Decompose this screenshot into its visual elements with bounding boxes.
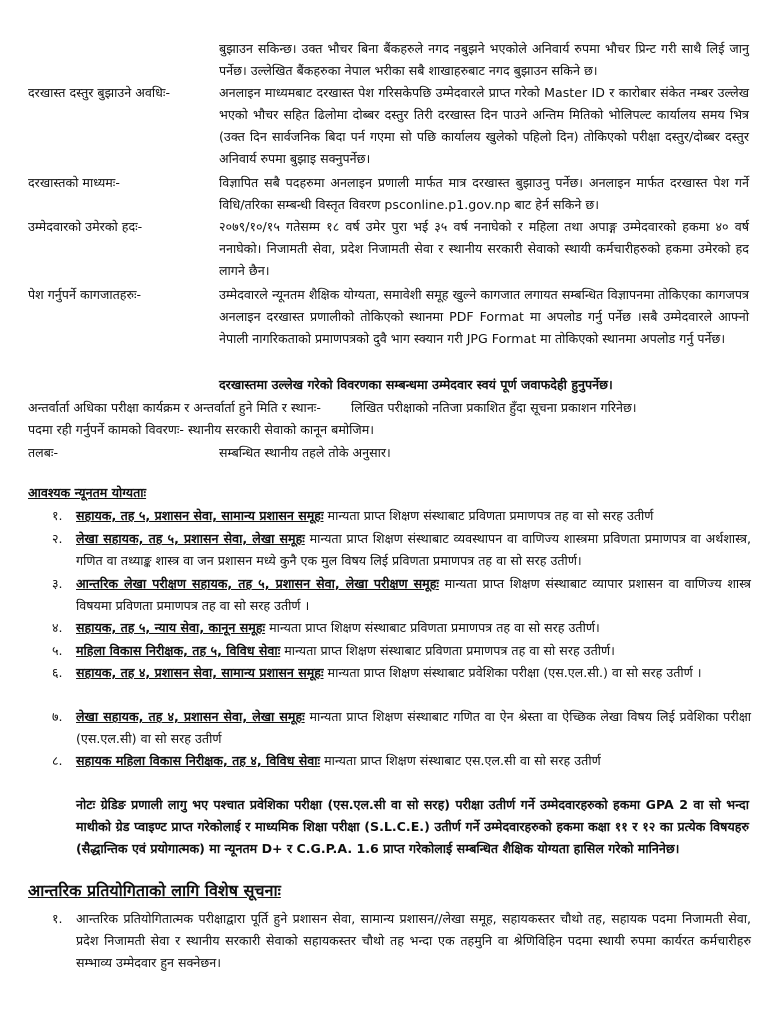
item-title: महिला विकास निरीक्षक, तह ५, विविध सेवाः bbox=[76, 643, 281, 658]
field-value: स्थानीय सरकारी सेवाको कानून बमोजिम। bbox=[188, 422, 375, 437]
field-label: पदमा रही गर्नुपर्ने कामको विवरणः- bbox=[28, 422, 184, 437]
item-text: मान्यता प्राप्त शिक्षण संस्थाबाट गणित वा ऐन श्रेस्ता वा ऐच्छिक लेखा विषय लिई प्रवेशिका परीक्षा (एस.एल.सी) वा सो सरह उतीर्ण bbox=[76, 709, 751, 746]
item-text: मान्यता प्राप्त शिक्षण संस्थाबाट प्रविणता प्रमाणपत्र तह वा सो सरह उतीर्ण। bbox=[269, 620, 600, 635]
grading-note: नोटः ग्रेडिङ प्रणाली लागु भए पश्चात प्रवेशिका परीक्षा (एस.एल.सी वा सो सरह) परीक्षा उतीर्ण गर्ने उम्मेदवारहरुको हकमा GPA 2 वा सो भन्दा माथीको ग्रेड प्वाइण्ट प्राप्त गरेकोलाई र माध्यमिक शिक्षा परीक्षा (S.L.C.E.) उतीर्ण गर्ने उम्मेदवारहरुको हकमा कक्षा ११ र १२ का प्रत्येक विषयहरु (सैद्धान्तिक एवं प्रयोगात्मक) मा न्यूनतम D+ र C.G.P.A. 1.6 प्राप्त गरेकोलाई सम्बन्धित शैक्षिक योग्यता हासिल गरेको मानिनेछ। bbox=[76, 797, 749, 856]
item-text: मान्यता प्राप्त शिक्षण संस्थाबाट प्रवेशिका परीक्षा (एस.एल.सी.) वा सो सरह उतीर्ण । bbox=[327, 665, 702, 680]
declaration-text: दरखास्तमा उल्लेख गरेको विवरणका सम्बन्धमा उम्मेदवार स्वयं पूर्ण जवाफदेही हुनुपर्नेछ। bbox=[219, 377, 613, 392]
field-label: दरखास्तको माध्यमः- bbox=[28, 175, 120, 190]
item-title: सहायक महिला विकास निरीक्षक, तह ४, विविध सेवाः bbox=[76, 753, 321, 768]
item-text: मान्यता प्राप्त शिक्षण संस्थाबाट प्रविणता प्रमाणपत्र तह वा सो सरह उतीर्ण bbox=[327, 508, 654, 523]
item-text: मान्यता प्राप्त शिक्षण संस्थाबाट एस.एल.सी वा सो सरह उतीर्ण bbox=[324, 753, 601, 768]
field-duties bbox=[28, 419, 750, 441]
item-text: मान्यता प्राप्त शिक्षण संस्थाबाट प्रविणता प्रमाणपत्र तह वा सो सरह उतीर्ण। bbox=[284, 643, 615, 658]
qualifications-heading: आवश्यक न्यूनतम योग्यताः bbox=[28, 485, 147, 500]
item-title: सहायक, तह ५, न्याय सेवा, कानून समूहः bbox=[76, 620, 266, 635]
item-number: १. bbox=[52, 911, 63, 926]
item-number: ६. bbox=[52, 665, 63, 680]
item-title: सहायक, तह ५, प्रशासन सेवा, सामान्य प्रशासन समूहः bbox=[76, 508, 324, 523]
intro-paragraph: बुझाउन सकिन्छ। उक्त भौचर बिना बैंकहरुले नगद नबुझने भएकोले अनिवार्य रुपमा भौचर प्रिन्ट गरी साथै लिई जानु पर्नेछ। उल्लेखित बैंकहरुका नेपाल भरीका सबै शाखाहरुबाट नगद बुझाउन सकिने छ। bbox=[219, 41, 749, 78]
field-label: दरखास्त दस्तुर बुझाउने अवधिः- bbox=[28, 85, 170, 100]
field-value: सम्बन्धित स्थानीय तहले तोके अनुसार। bbox=[219, 445, 391, 460]
field-value: अनलाइन माध्यमबाट दरखास्त पेश गरिसकेपछि उम्मेदवारले प्राप्त गरेको Master ID र कारोबार संकेत नम्बर उल्लेख भएको भौचर सहित ढिलोमा दोब्बर दस्तुर तिरी दरखास्त दिन पाउने अन्तिम मितिको भोलिपल्ट कार्यालय समय भित्र (उक्त दिन सार्वजनिक बिदा पर्न गएमा सो पछि कार्यालय खुलेको पहिलो दिन) तोकिएको परीक्षा दस्तुर/दोब्बर दस्तुर अनिवार्य रुपमा बुझाइ सक्नुपर्नेछ। bbox=[219, 85, 749, 166]
item-title: लेखा सहायक, तह ५, प्रशासन सेवा, लेखा समूहः bbox=[76, 531, 305, 546]
field-value: विज्ञापित सबै पदहरुमा अनलाइन प्रणाली मार्फत मात्र दरखास्त बुझाउनु पर्नेछ। अनलाइन मार्फत दरखास्त पेश गर्ने विधि/तरिका सम्बन्धी विस्तृत विवरण psconline.p1.gov.np बाट हेर्न सकिने छ। bbox=[219, 175, 749, 212]
field-value: २०७९/१०/१५ गतेसम्म १८ वर्ष उमेर पुरा भई ३५ वर्ष ननाघेको र महिला तथा अपाङ्ग उम्मेदवारको हकमा ४० वर्ष ननाघेको। निजामती सेवा, प्रदेश निजामती सेवा र स्थानीय सरकारी सेवाको स्थायी कर्मचारीहरुको हकमा उमेरको हद लागने छैन। bbox=[219, 219, 749, 278]
field-label: अन्तर्वार्ता अधिका परीक्षा कार्यक्रम र अन्तर्वार्ता हुने मिति र स्थानः- bbox=[28, 400, 321, 415]
field-label: तलबः- bbox=[28, 445, 58, 460]
item-number: ३. bbox=[52, 576, 63, 591]
item-number: ५. bbox=[52, 643, 63, 658]
field-label: उम्मेदवारको उमेरको हदः- bbox=[28, 219, 143, 234]
item-text: मान्यता प्राप्त शिक्षण संस्थाबाट व्यापार प्रशासन वा वाणिज्य शास्त्र विषयमा प्रविणता प्रमाणपत्र तह वा सो सरह उतीर्ण । bbox=[76, 576, 751, 613]
item-number: ८. bbox=[52, 753, 63, 768]
item-number: १. bbox=[52, 508, 63, 523]
field-interview bbox=[28, 397, 750, 419]
field-value: लिखित परीक्षाको नतिजा प्रकाशित हुँदा सूचना प्रकाशन गरिनेछ। bbox=[350, 400, 637, 415]
item-title: लेखा सहायक, तह ४, प्रशासन सेवा, लेखा समूहः bbox=[76, 709, 305, 724]
item-number: ४. bbox=[52, 620, 63, 635]
item-title: सहायक, तह ४, प्रशासन सेवा, सामान्य प्रशासन समूहः bbox=[76, 665, 324, 680]
item-title: आन्तरिक लेखा परीक्षण सहायक, तह ५, प्रशासन सेवा, लेखा परीक्षण समूहः bbox=[76, 576, 439, 591]
field-value: उम्मेदवारले न्यूनतम शैक्षिक योग्यता, समावेशी समूह खुल्ने कागजात लगायत सम्बन्धित विज्ञापनमा तोकिएका कागजपत्र अनलाइन दरखास्त प्रणालीको तोकिएको स्थानमा PDF Format मा अपलोड गर्नु पर्नेछ ।सबै उम्मेदवारले आफ्नो नेपाली नागरिकताको प्रमाणपत्रको दुवै भाग स्क्यान गरी JPG Format मा तोकिएको स्थानमा अपलोड गर्नु पर्नेछ। bbox=[219, 287, 749, 346]
field-label: पेश गर्नुपर्ने कागजातहरुः- bbox=[28, 287, 142, 302]
internal-competition-heading: आन्तरिक प्रतियोगिताको लागि विशेष सूचनाः bbox=[28, 881, 281, 900]
item-number: २. bbox=[52, 531, 63, 546]
item-text: मान्यता प्राप्त शिक्षण संस्थाबाट व्यवस्थापन वा वाणिज्य शास्त्रमा प्रविणता प्रमाणपत्र वा अर्थशास्त्र, गणित वा तथ्याङ्क शास्त्र वा जन प्रशासन मध्ये कुनै एक मुल विषय लिई प्रविणता प्रमाणपत्र तह वा सो सरह उतीर्ण। bbox=[76, 531, 752, 568]
item-number: ७. bbox=[52, 709, 63, 724]
item-text: आन्तरिक प्रतियोगितात्मक परीक्षाद्वारा पूर्ति हुने प्रशासन सेवा, सामान्य प्रशासन//लेखा समूह, सहायकस्तर चौथो तह, सहायक पदमा निजामती सेवा, प्रदेश निजामती सेवा र स्थानीय सरकारी सेवाको सहायकस्तर चौथो तह भन्दा एक तहमुनि वा श्रेणिविहिन पदमा स्थायी रुपमा कार्यरत कर्मचारीहरु सम्भाव्य उम्मेदवार हुन सक्नेछन। bbox=[76, 911, 751, 970]
